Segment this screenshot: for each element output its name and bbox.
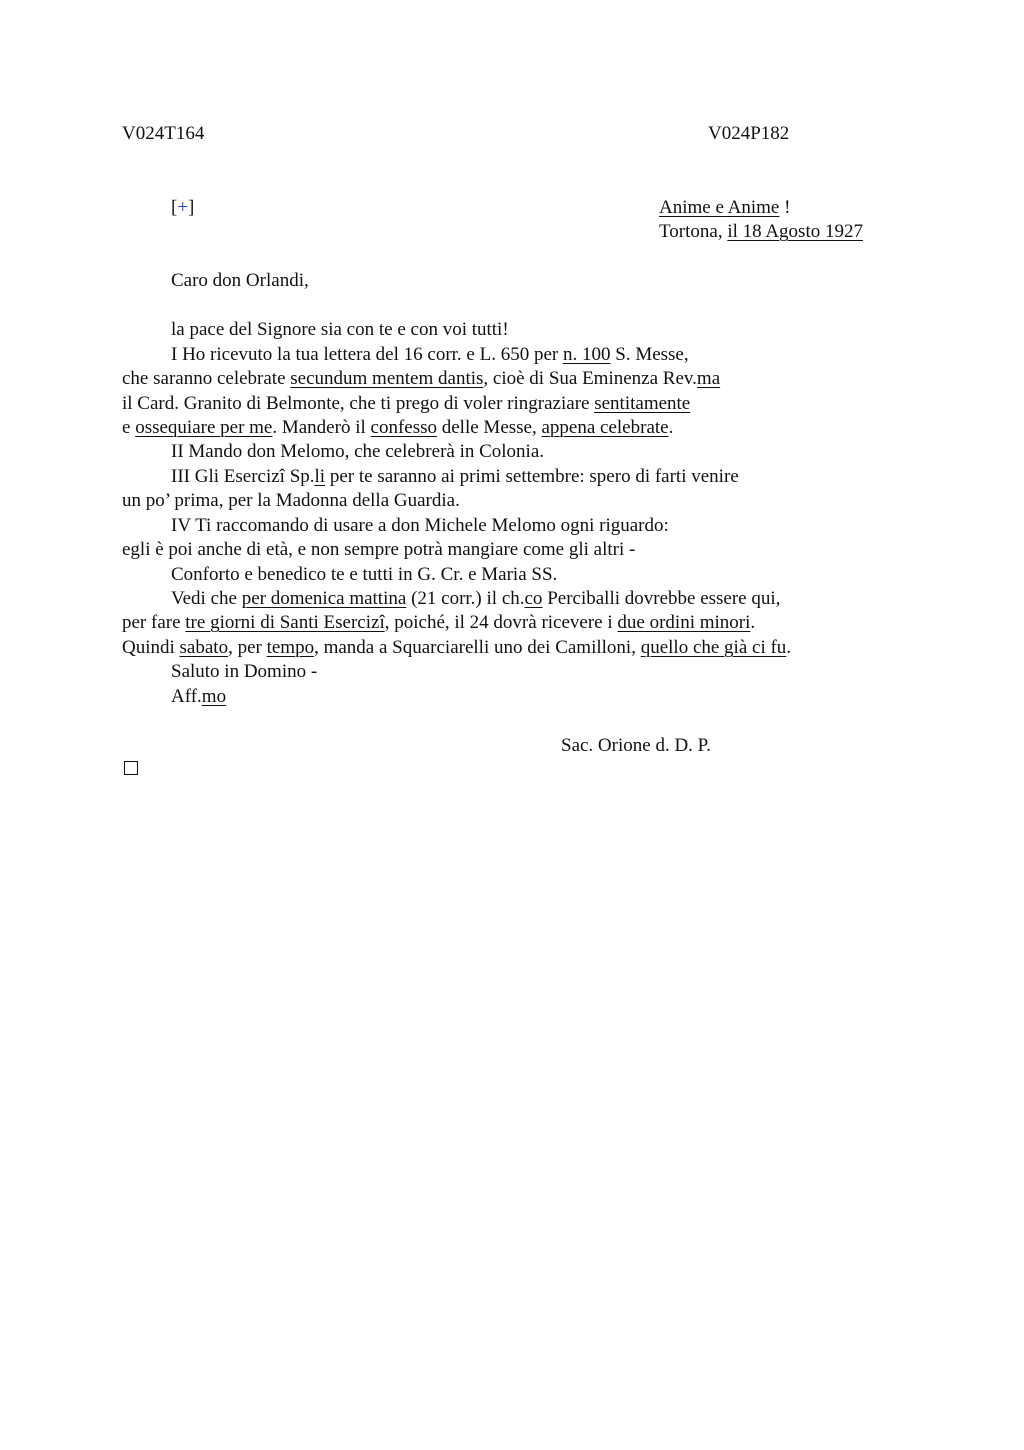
letter-line: Conforto e benedico te e tutti in G. Cr. e Maria SS. [171, 564, 558, 585]
letter-line: il Card. Granito di Belmonte, che ti prego di voler ringraziare sentitamente [122, 393, 691, 414]
place-date: Tortona, il 18 Agosto 1927 [659, 221, 863, 242]
letter-line: la pace del Signore sia con te e con voi tutti! [171, 319, 509, 340]
signature: Sac. Orione d. D. P. [561, 735, 711, 756]
motto: Anime e Anime ! [659, 197, 791, 218]
letter-line: IV Ti raccomando di usare a don Michele Melomo ogni riguardo: [171, 515, 669, 536]
letter-line: III Gli Esercizi Sp.li per te saranno ai primi settembre: spero di farti venire [171, 466, 739, 487]
cross-icon: + [177, 197, 189, 218]
cross-mark: [+] [171, 197, 195, 218]
greeting: Caro don Orlandi, [171, 270, 309, 291]
letter-line: per fare tre giorni di Santi Esercizi, poiché, il 24 dovrà ricevere i due ordini minori. [122, 612, 756, 633]
letter-line: un po’ prima, per la Madonna della Guardia. [122, 490, 460, 511]
letter-line: e ossequiare per me. Manderò il confesso delle Messe, appena celebrate. [122, 417, 674, 438]
letter-line: Quindi sabato, per tempo, manda a Squarciarelli uno dei Camilloni, quello che già ci fu. [122, 637, 792, 658]
closing-affectionately: Aff.mo [171, 686, 227, 707]
letter-line: che saranno celebrate secundum mentem dantis, cioè di Sua Eminenza Rev.ma [122, 368, 721, 389]
letter-line: II Mando don Melomo, che celebrerà in Colonia. [171, 441, 545, 462]
letter-line: egli è poi anche di età, e non sempre potrà mangiare come gli altri - [122, 539, 636, 560]
closing-salutation: Saluto in Domino - [171, 661, 318, 682]
document-code-left: V024T164 [122, 123, 205, 144]
letter-line: I Ho ricevuto la tua lettera del 16 corr. e L. 650 per n. 100 S. Messe, [171, 344, 689, 365]
end-square-icon [124, 761, 138, 775]
document-code-right: V024P182 [708, 123, 790, 144]
letter-line: Vedi che per domenica mattina (21 corr.) il ch.co Perciballi dovrebbe essere qui, [171, 588, 781, 609]
